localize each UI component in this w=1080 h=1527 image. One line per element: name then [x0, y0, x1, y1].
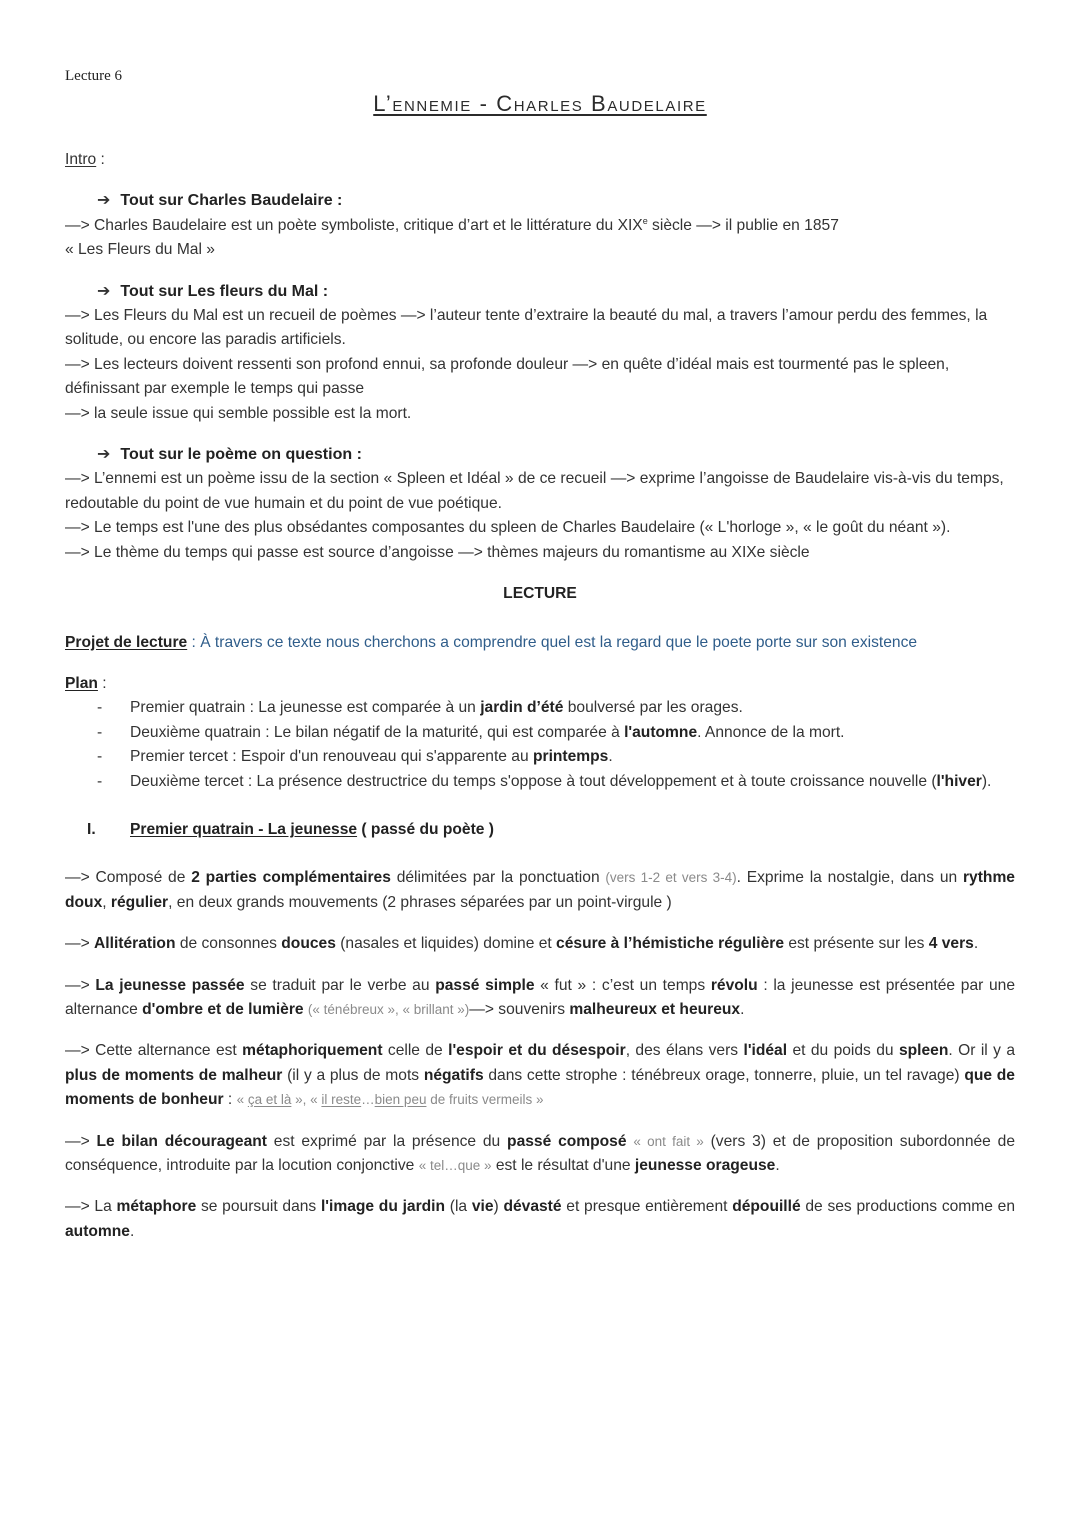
- plan-label: Plan :: [65, 674, 107, 692]
- plan-list: [65, 696, 1015, 794]
- arrow-right-icon: ➔: [97, 282, 111, 300]
- intro-paragraph-7: —> Le thème du temps qui passe est source d’angoisse —> thèmes majeurs du romantisme au XIXe siècle: [65, 543, 810, 561]
- page-title-text: L’ennemie - Charles Baudelaire: [373, 91, 707, 116]
- intro-heading-2: ➔ Tout sur Les fleurs du Mal :: [97, 282, 329, 300]
- list-item: - Deuxième quatrain : Le bilan négatif de la maturité, qui est comparée à l'automne. Annonce de la mort.: [65, 721, 1015, 745]
- intro-paragraph-1-cont: « Les Fleurs du Mal »: [65, 241, 215, 259]
- arrow-right-icon: ➔: [97, 192, 111, 210]
- intro-paragraph-4: —> la seule issue qui semble possible est la mort.: [65, 404, 412, 422]
- intro-paragraph-6: —> Le temps est l'une des plus obsédantes composantes du spleen de Charles Baudelaire (« L'horloge », « le goût du néant »).: [65, 519, 951, 537]
- projet-de-lecture: Projet de lecture : À travers ce texte nous cherchons a comprendre quel est la regard que le poete porte sur son existence: [65, 633, 918, 651]
- lecture-number: Lecture 6: [65, 68, 123, 84]
- lecture-heading: LECTURE: [503, 585, 577, 603]
- intro-heading-3: ➔ Tout sur le poème on question :: [97, 446, 362, 464]
- section-1-paragraph-2: —> Allitération de consonnes douces (nasales et liquides) domine et césure à l’hémistiche régulière est présente sur les 4 vers.: [65, 935, 979, 953]
- intro-paragraph-3: —> Les lecteurs doivent ressenti son profond ennui, sa profonde douleur —> en quête d’idéal mais est tourmenté pas le spleen, définissant par exemple le temps qui passe: [65, 355, 950, 398]
- intro-paragraph-2: —> Les Fleurs du Mal est un recueil de poèmes —> l’auteur tente d’extraire la beauté du mal, a travers l’amour perdu des femmes, la solitude, ou encore las paradis artificiels.: [65, 307, 988, 349]
- section-1-paragraph-3: —> La jeunesse passée se traduit par le verbe au passé simple « fut » : c’est un temps révolu : la jeunesse est présentée par une alternance d'ombre et de lumière (« ténébreux », « brillant »)—> souvenirs malheureux et heureux.: [65, 976, 1016, 1018]
- list-item: - Premier quatrain : La jeunesse est comparée à un jardin d’été boulversé par les orages.: [65, 696, 1015, 720]
- document-body: [65, 148, 1015, 1244]
- section-1-heading: I. Premier quatrain - La jeunesse ( passé du poète ): [87, 820, 494, 838]
- list-item: - Premier tercet : Espoir d'un renouveau qui s'apparente au printemps.: [65, 745, 1015, 769]
- section-1-paragraph-4: —> Cette alternance est métaphoriquement celle de l'espoir et du désespoir, des élans vers l'idéal et du poids du spleen. Or il y a plus de moments de malheur (il y a plus de mots négatifs dans cette strophe : ténébreux orage, tonnerre, pluie, un tel ravage) que de moments de bonheur : « ça et là », « il reste…bien peu de fruits vermeils »: [65, 1042, 1015, 1109]
- list-item: - Deuxième tercet : La présence destructrice du temps s'oppose à tout développement et à toute croissance nouvelle (l'hiver).: [65, 770, 1015, 794]
- intro-label: Intro :: [65, 151, 105, 168]
- section-1-paragraph-5: —> Le bilan décourageant est exprimé par la présence du passé composé « ont fait » (vers 3) et de proposition subordonnée de conséquence, introduite par la locution conjonctive « tel…que » est le résultat d'une jeunesse orageuse.: [65, 1132, 1015, 1174]
- page-title: [0, 92, 1080, 119]
- intro-heading-1: ➔ Tout sur Charles Baudelaire :: [97, 192, 343, 210]
- intro-paragraph-1: —> Charles Baudelaire est un poète symboliste, critique d’art et le littérature du XIXe siècle —> il publie en 1857: [65, 215, 839, 234]
- arrow-right-icon: ➔: [97, 446, 111, 464]
- intro-paragraph-5: —> L’ennemi est un poème issu de la section « Spleen et Idéal » de ce recueil —> exprime l’angoisse de Baudelaire vis-à-vis du temps, redoutable du point de vue humain et du point de vue poétique.: [65, 470, 1004, 512]
- section-1-paragraph-1: —> Composé de 2 parties complémentaires délimitées par la ponctuation (vers 1-2 et vers 3-4). Exprime la nostalgie, dans un rythme doux, régulier, en deux grands mouvements (2 phrases séparées par un point-virgule ): [65, 869, 1015, 911]
- section-1-paragraph-6: —> La métaphore se poursuit dans l'image du jardin (la vie) dévasté et presque entièrement dépouillé de ses productions comme en automne.: [65, 1198, 1016, 1240]
